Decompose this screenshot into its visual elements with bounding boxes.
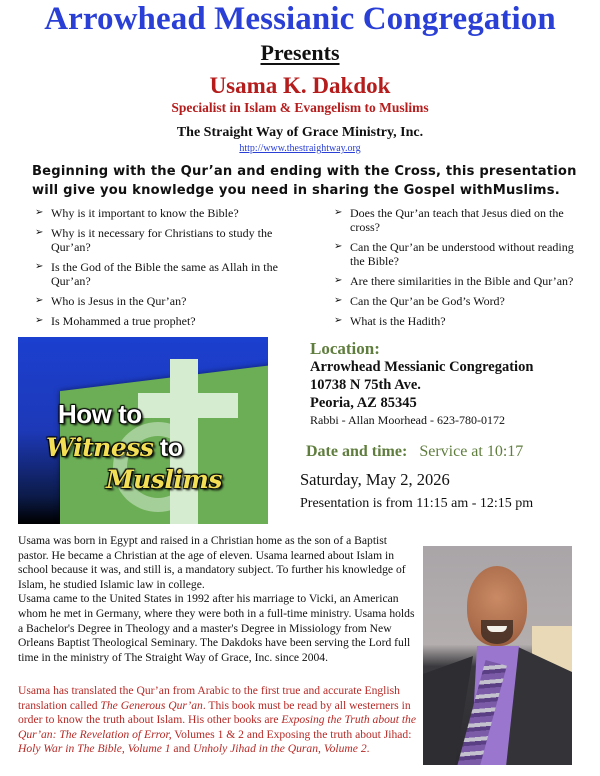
question-item: ➢ Is Mohammed a true prophet? <box>35 314 196 328</box>
question-item: ➢ Are there similarities in the Bible and Qur’an? <box>334 274 574 288</box>
presentation-time: Presentation is from 11:15 am - 12:15 pm <box>300 496 534 511</box>
smile-shape <box>487 626 507 632</box>
book-title: The Generous Qur’an <box>100 698 203 712</box>
question-item: ➢ Can the Qur’an be God’s Word? <box>334 294 505 308</box>
ministry-url-wrapper <box>0 143 600 155</box>
location-city: Peoria, AZ 85345 <box>310 395 417 411</box>
speaker-name: Usama K. Dakdok <box>209 73 391 98</box>
service-time: Service at 10:17 <box>419 443 524 460</box>
speaker-photo <box>423 546 572 765</box>
logo-text-line-3: Muslims <box>106 465 222 494</box>
questions-list-left <box>35 206 295 334</box>
book-title: Holy War in The Bible, Volume 1 <box>18 742 171 756</box>
ministry-url-link[interactable]: http://www.thestraightway.org <box>239 143 361 154</box>
question-item: ➢ Why is it important to know the Bible? <box>35 206 239 220</box>
location-contact: Rabbi - Allan Moorhead - 623-780-0172 <box>310 413 505 427</box>
datetime-label: Date and time: <box>306 443 408 460</box>
logo-text-line-2: Witness to <box>46 433 183 462</box>
event-date: Saturday, May 2, 2026 <box>300 470 450 489</box>
arrow-bullet-icon: ➢ <box>35 227 44 238</box>
location-heading: Location: <box>310 339 380 358</box>
books-paragraph: Usama has translated the Qur’an from Arabic to the first true and accurate English translation called The Generous Qur’an. This book must be read by all westerners in order to know the truth about Islam. His other books are Exposing the Truth about the Qur’an: The Revelation of Error, Volumes 1 & 2 and Exposing the truth about Jihad: Holy War in The Bible, Volume 1 and Unholy Jihad in the Quran, Volume 2. <box>18 684 417 756</box>
arrow-bullet-icon: ➢ <box>334 275 343 286</box>
arrow-bullet-icon: ➢ <box>35 315 44 326</box>
speaker-title: Specialist in Islam & Evangelism to Muslims <box>171 100 429 115</box>
arrow-bullet-icon: ➢ <box>334 207 343 218</box>
arrow-bullet-icon: ➢ <box>35 295 44 306</box>
arrow-bullet-icon: ➢ <box>334 315 343 326</box>
book-title: Exposing the Truth about the Qur’an: The Revelation of Error, <box>18 713 417 741</box>
arrow-bullet-icon: ➢ <box>35 207 44 218</box>
intro-line-2: will give you knowledge you need in sharing the Gospel withMuslims. <box>32 183 560 198</box>
question-item: ➢ Who is Jesus in the Qur’an? <box>35 294 187 308</box>
bio-text <box>18 534 418 665</box>
intro-text <box>32 162 592 200</box>
intro-line-1: Beginning with the Qur’an and ending with the Cross, this presentation <box>32 164 577 179</box>
how-to-witness-logo-image <box>18 337 268 524</box>
datetime-heading <box>306 442 523 462</box>
question-item: ➢ Can the Qur’an be understood without reading the Bible? <box>334 240 574 268</box>
arrow-bullet-icon: ➢ <box>35 261 44 272</box>
question-item: ➢ Why is it necessary for Christians to study the Qur’an? <box>35 226 273 254</box>
cross-icon-bar <box>138 393 238 418</box>
ministry-name: The Straight Way of Grace Ministry, Inc. <box>176 125 424 140</box>
goatee-shape <box>481 620 513 644</box>
location-street: 10738 N 75th Ave. <box>310 377 421 393</box>
presents-wrapper <box>0 40 600 66</box>
location-name: Arrowhead Messianic Congregation <box>310 359 534 375</box>
arrow-bullet-icon: ➢ <box>334 295 343 306</box>
question-item: ➢ Does the Qur’an teach that Jesus died on the cross? <box>334 206 564 234</box>
logo-text-line-1: How to <box>58 399 142 429</box>
questions-list-right <box>334 206 579 334</box>
question-item: ➢ Is the God of the Bible the same as Allah in the Qur’an? <box>35 260 278 288</box>
bio-paragraph-2: Usama came to the United States in 1992 after his marriage to Vicki, an American whom he met in Germany, where they were both in a full-time ministry. Usama holds a Bachelor's Degree in Theology and a master's Degree in Missiology from New Orleans Baptist Theological Seminary. The Dakdoks have been serving the Lord full time in the ministry of The Straight Way of Grace, Inc. since 2004. <box>18 592 415 664</box>
arrow-bullet-icon: ➢ <box>334 241 343 252</box>
main-title: Arrowhead Messianic Congregation <box>44 1 556 37</box>
presents-heading: Presents <box>260 40 340 65</box>
question-item: ➢ What is the Hadith? <box>334 314 446 328</box>
bio-paragraph-1: Usama was born in Egypt and raised in a Christian home as the son of a Baptist pastor. He became a Christian at the age of eleven. Usama learned about Islam in school because it was, and still is, a mandatory subject. To further his knowledge of Islam, he studied Islamic law in college. <box>18 534 406 591</box>
book-title: Unholy Jihad in the Quran, Volume 2 <box>193 742 367 756</box>
